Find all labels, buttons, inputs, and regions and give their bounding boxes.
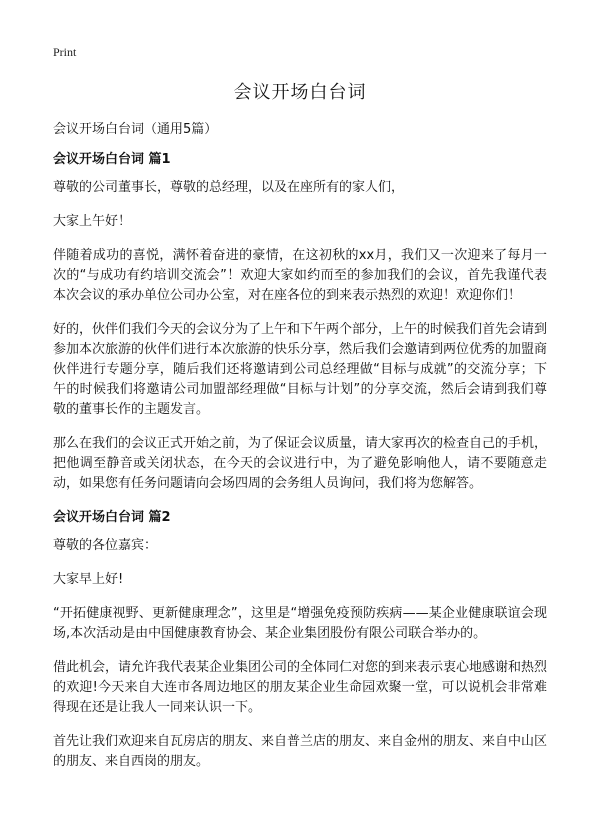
- document-body: [53, 120, 547, 786]
- document-subtitle: 会议开场白台词（通用5篇）: [53, 122, 218, 137]
- paragraph: “开拓健康视野、更新健康理念”，这里是“增强免疫预防疾病——某企业健康联谊会现场,本次活动是由中国健康教育协会、某企业集团股份有限公司联合举办的。: [53, 606, 547, 641]
- section-heading: 会议开场白台词 篇2: [53, 510, 171, 525]
- paragraph: 伴随着成功的喜悦，满怀着奋进的豪情，在这初秋的xx月，我们又一次迎来了每月一次的“与成功有约培训交流会”！欢迎大家如约而至的参加我们的会议，首先我谨代表本次会议的承办单位公司办公室，对在座各位的到来表示热烈的欢迎！欢迎你们！: [53, 248, 547, 303]
- paragraph: 首先让我们欢迎来自瓦房店的朋友、来自普兰店的朋友、来自金州的朋友、来自中山区的朋友、来自西岗的朋友。: [53, 734, 548, 769]
- document-title: 会议开场白台词: [233, 82, 367, 103]
- paragraph: 尊敬的公司董事长，尊敬的总经理，以及在座所有的家人们，: [53, 180, 405, 195]
- paragraph: 大家早上好!: [53, 572, 124, 587]
- paragraph: 大家上午好！: [53, 214, 132, 229]
- paragraph: 尊敬的各位嘉宾：: [53, 538, 158, 553]
- section-heading: 会议开场白台词 篇1: [53, 152, 171, 167]
- paragraph: 那么在我们的会议正式开始之前，为了保证会议质量，请大家再次的检查自己的手机，把他调至静音或关闭状态，在今天的会议进行中，为了避免影响他人，请不要随意走动，如果您有任务问题请向会场四周的会务组人员询问，我们将为您解答。: [53, 436, 548, 491]
- paragraph: 借此机会，请允许我代表某企业集团公司的全体同仁对您的到来表示衷心地感谢和热烈的欢迎!今天来自大连市各周边地区的朋友某企业生命园欢聚一堂，可以说机会非常难得现在还是让我人一同来认识一下。: [53, 660, 548, 715]
- print-link[interactable]: Print: [53, 45, 77, 59]
- paragraph: 好的，伙伴们我们今天的会议分为了上午和下午两个部分，上午的时候我们首先会请到参加本次旅游的伙伴们进行本次旅游的快乐分享，然后我们会邀请到两位优秀的加盟商伙伴进行专题分享，随后我们还将邀请到公司总经理做“目标与成就”的交流分享；下午的时候我们将邀请公司加盟部经理做“目标与计划”的分享交流，然后会请到我们尊敬的董事长作的主题发言。: [53, 322, 548, 417]
